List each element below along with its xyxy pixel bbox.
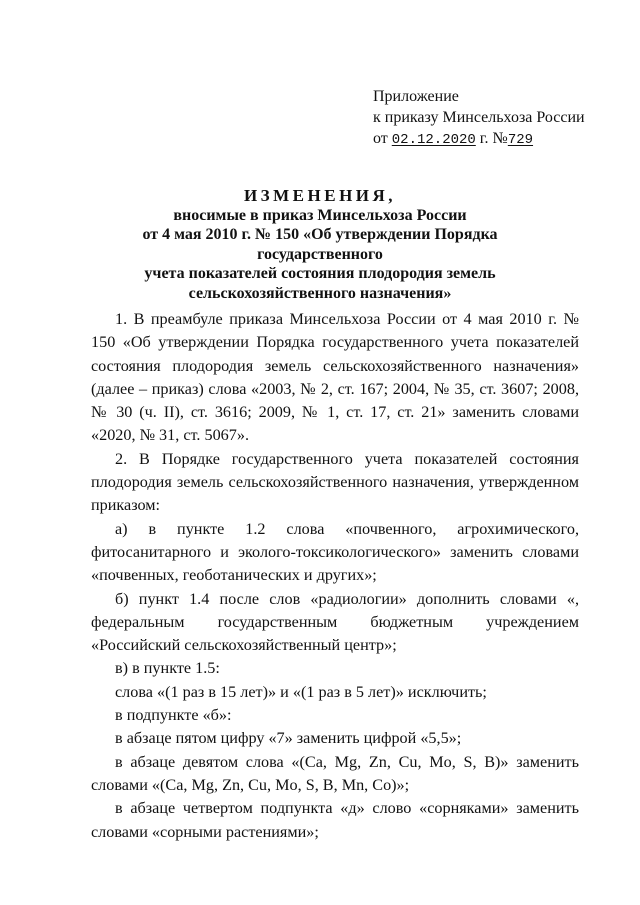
paragraph-2: 2. В Порядке государственного учета показателей состояния плодородия земель сельскохозяйственного назначения, утвержденном приказом: — [91, 449, 579, 515]
paragraph-v-1: слова «(1 раз в 15 лет)» и «(1 раз в 5 лет)» исключить; — [115, 682, 487, 701]
title-line: от 4 мая 2010 г. № 150 «Об утверждении Порядка государственного — [142, 226, 498, 263]
document-body — [91, 308, 579, 844]
appendix-prefix: от — [373, 130, 388, 147]
paragraph-v-3: в абзаце пятом цифру «7» заменить цифрой «5,5»; — [115, 729, 462, 748]
appendix-order-ref: к приказу Минсельхоза России — [373, 109, 585, 126]
title-line: учета показателей состояния плодородия земель — [144, 265, 496, 282]
appendix-block — [373, 86, 585, 151]
title-heading: ИЗМЕНЕНИЯ, — [243, 186, 397, 205]
paragraph-v-2: в подпункте «б»: — [115, 706, 232, 725]
title-line: сельскохозяйственного назначения» — [188, 284, 452, 302]
paragraph-a: а) в пункте 1.2 слова «почвенного, агрохимического, фитосанитарного и эколого-токсикологического» заменить словами «почвенных, геоботанических и других»; — [91, 519, 579, 585]
paragraph-1: 1. В преамбуле приказа Минсельхоза России от 4 мая 2010 г. № 150 «Об утверждении Порядка государственного учета показателей состояния плодородия земель сельскохозяйственного назначения» (далее – приказ) слова «2003, № 2, ст. 167; 2004, № 35, ст. 3607; 2008, № 30 (ч. II), ст. 3616; 2009, № 1, ст. 17, ст. 21» заменить словами «2020, № 31, ст. 5067». — [91, 310, 579, 445]
appendix-label: Приложение — [373, 88, 459, 105]
appendix-number-label: г. № — [479, 130, 508, 147]
appendix-date: 02.12.2020 — [391, 132, 476, 148]
document-title — [80, 186, 560, 303]
appendix-date-line — [373, 128, 585, 151]
paragraph-v-4: в абзаце девятом слова «(Ca, Mg, Zn, Cu, Mo, S, B)» заменить словами «(Ca, Mg, Zn, Cu, Mo, S, B, Mn, Co)»; — [91, 752, 579, 794]
paragraph-b: б) пункт 1.4 после слов «радиологии» дополнить словами «, федеральным государственным бюджетным учреждением «Российский сельскохозяйственный центр»; — [91, 589, 579, 655]
paragraph-v: в) в пункте 1.5: — [115, 659, 220, 678]
appendix-number: 729 — [507, 132, 534, 148]
paragraph-v-5: в абзаце четвертом подпункта «д» слово «сорняками» заменить словами «сорными растениями»; — [91, 799, 579, 841]
title-line: вносимые в приказ Минсельхоза России — [173, 206, 467, 224]
